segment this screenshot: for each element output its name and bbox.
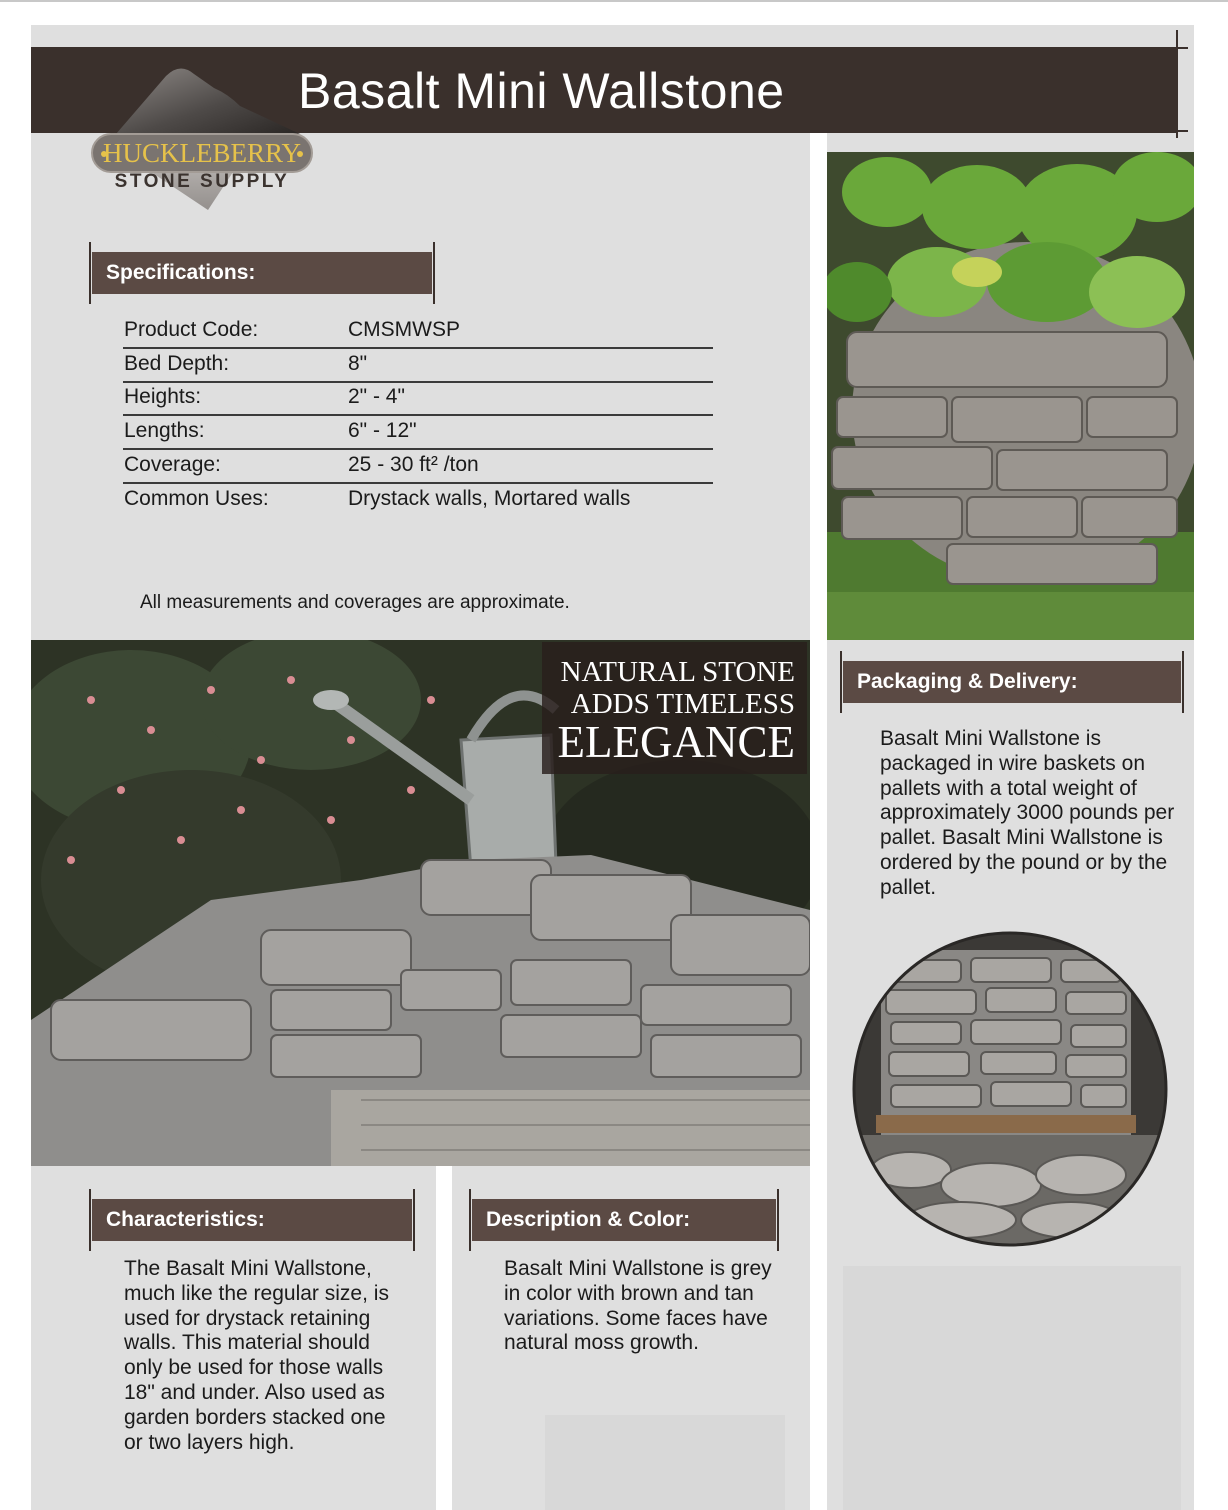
- spec-label: Heights:: [124, 385, 202, 408]
- crop-tick: [89, 1189, 91, 1251]
- characteristics-heading: Characteristics:: [106, 1208, 265, 1231]
- crop-tick: [1182, 651, 1184, 713]
- table-row: [123, 415, 713, 450]
- logo-name: HUCKLEBERRY: [102, 138, 302, 168]
- table-row: [123, 449, 713, 484]
- packaging-heading-bar: [843, 661, 1181, 703]
- top-border-line: [0, 0, 1228, 2]
- spec-label: Bed Depth:: [124, 352, 230, 375]
- spec-value: CMSMWSP: [348, 318, 460, 341]
- spec-value: 2" - 4": [348, 385, 405, 408]
- column-gutter-bottom: [436, 1166, 452, 1510]
- stone-wall-plants-photo: [827, 152, 1194, 640]
- banner-line-2: ADDS TIMELESS: [570, 688, 795, 720]
- description-text: Basalt Mini Wallstone is grey in color with brown and tan variations. Some faces have natural moss growth.: [504, 1257, 772, 1355]
- crop-tick: [469, 1189, 471, 1251]
- measurements-note: All measurements and coverages are approximate.: [140, 592, 570, 613]
- crop-tick: [777, 1189, 779, 1251]
- crop-tick: [89, 242, 91, 304]
- packaging-text: Basalt Mini Wallstone is packaged in wire baskets on pallets with a total weight of approximately 3000 pounds per pallet. Basalt Mini Wallstone is ordered by the pound or by the pallet.: [880, 727, 1175, 899]
- description-heading: Description & Color:: [486, 1208, 691, 1231]
- crop-mark-bottom: [1168, 130, 1188, 132]
- table-row: [123, 314, 713, 349]
- page-title: Basalt Mini Wallstone: [298, 63, 785, 119]
- spec-value: 8": [348, 352, 368, 375]
- spec-label: Lengths:: [124, 419, 205, 442]
- crop-tick: [840, 651, 842, 713]
- table-row: [123, 381, 713, 416]
- pallet-basket-photo: [851, 930, 1169, 1248]
- table-row: [123, 348, 713, 383]
- specifications-heading: Specifications:: [106, 261, 256, 284]
- spec-label: Product Code:: [124, 318, 259, 341]
- spec-value: 25 - 30 ft² /ton: [348, 453, 479, 476]
- characteristics-heading-bar: [92, 1199, 412, 1241]
- elegance-banner: [542, 642, 807, 774]
- characteristics-text: The Basalt Mini Wallstone, much like the regular size, is used for drystack retaining walls. This material should only be used for those walls 18" and under. Also used as garden borders stacked one or two layers high.: [124, 1257, 389, 1454]
- specifications-heading-bar: [92, 252, 432, 294]
- description-heading-bar: [472, 1199, 776, 1241]
- banner-line-3: ELEGANCE: [557, 717, 795, 767]
- logo-tagline: STONE SUPPLY: [114, 171, 290, 192]
- spec-value: 6" - 12": [348, 419, 417, 442]
- crop-tick: [433, 242, 435, 304]
- spec-value: Drystack walls, Mortared walls: [348, 487, 631, 510]
- empty-panel: [545, 1415, 785, 1510]
- table-row: [123, 483, 713, 516]
- packaging-heading: Packaging & Delivery:: [857, 670, 1078, 693]
- column-gutter-right: [810, 133, 827, 1510]
- empty-panel: [843, 1266, 1181, 1510]
- spec-label: Common Uses:: [124, 487, 269, 510]
- banner-line-1: NATURAL STONE: [560, 656, 795, 688]
- crop-mark-top: [1168, 47, 1188, 49]
- spec-label: Coverage:: [124, 453, 221, 476]
- crop-tick: [413, 1189, 415, 1251]
